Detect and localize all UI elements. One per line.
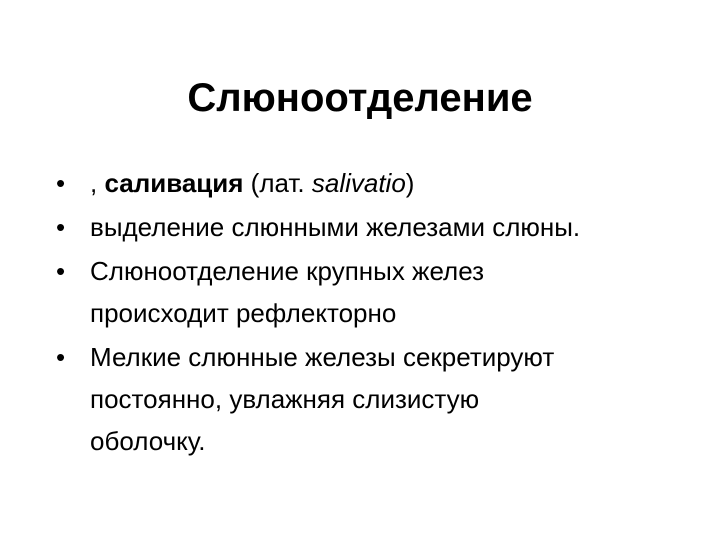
- bullet-prefix: ,: [90, 168, 105, 198]
- bullet-icon: •: [56, 342, 66, 372]
- bullet-item-definition: [56, 206, 686, 248]
- latin-term: salivatio: [311, 168, 406, 198]
- bullet-icon: •: [56, 256, 66, 286]
- latin-close: ): [405, 168, 415, 198]
- bullet-icon: •: [56, 212, 66, 242]
- bullet-text: [90, 162, 686, 204]
- bullet-text-line: Мелкие слюнные железы секретируют: [90, 342, 555, 372]
- bullet-item-minor-glands: [56, 336, 686, 462]
- bullet-icon: •: [56, 168, 66, 198]
- bullet-text-line: оболочку.: [90, 426, 206, 456]
- bullet-item-salivation: [56, 162, 686, 204]
- bullet-text-line: Слюноотделение крупных желез: [90, 256, 485, 286]
- latin-open: (лат.: [243, 168, 312, 198]
- bullet-list: [56, 162, 686, 464]
- bullet-item-major-glands: [56, 250, 686, 334]
- slide-title: Слюноотделение: [187, 76, 533, 120]
- bullet-text-line: выделение слюнными железами слюны.: [90, 212, 581, 242]
- bullet-text-line: происходит рефлекторно: [90, 298, 397, 328]
- bullet-text-line: постоянно, увлажняя слизистую: [90, 384, 480, 414]
- term-salivation: саливация: [104, 168, 244, 198]
